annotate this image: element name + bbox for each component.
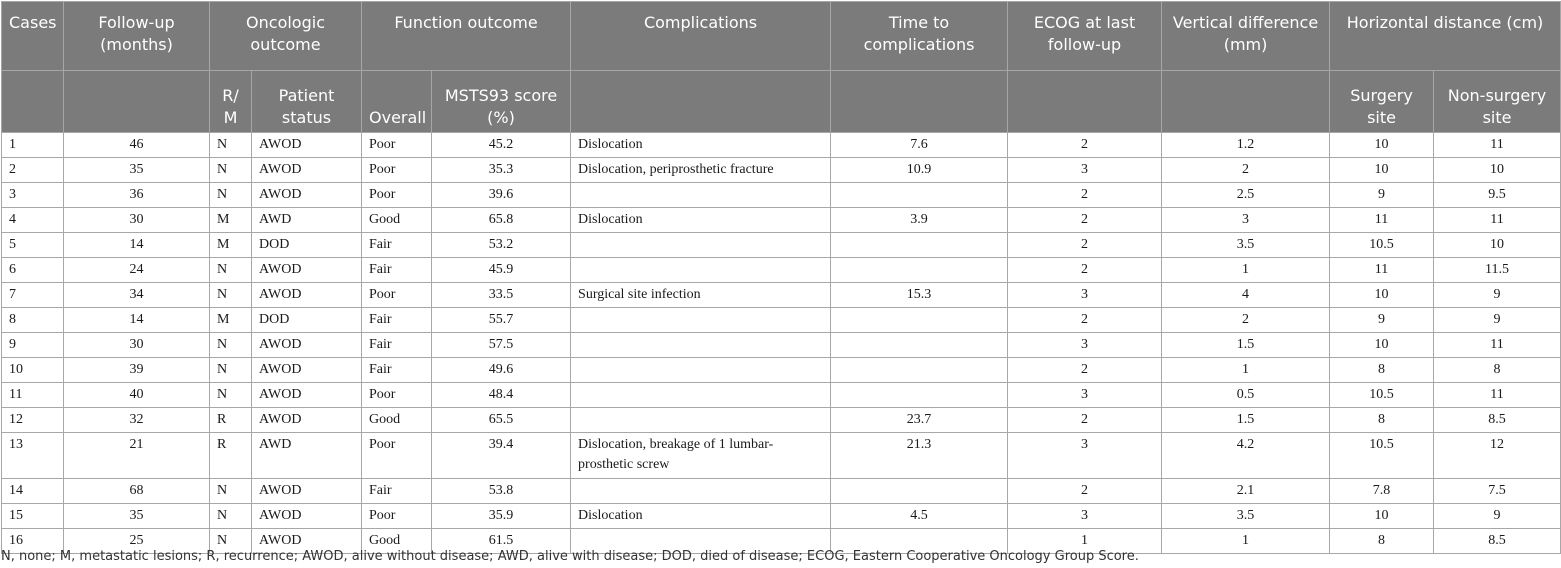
cell-time-to-complications: 3.9 (831, 208, 1008, 233)
cell-follow-up: 21 (64, 433, 210, 479)
cell-patient-status: AWOD (252, 408, 362, 433)
cell-vertical-difference: 3 (1162, 208, 1330, 233)
table-row (2, 408, 1561, 433)
cell-vertical-difference: 4.2 (1162, 433, 1330, 479)
cell-ecog: 2 (1008, 233, 1162, 258)
cell-patient-status: AWOD (252, 333, 362, 358)
cell-time-to-complications: 21.3 (831, 433, 1008, 479)
cell-follow-up: 34 (64, 283, 210, 308)
cell-case: 4 (2, 208, 64, 233)
cell-surgery-site: 8 (1330, 408, 1434, 433)
cell-follow-up: 32 (64, 408, 210, 433)
cell-patient-status: AWOD (252, 283, 362, 308)
cell-patient-status: AWOD (252, 183, 362, 208)
cell-complications: Dislocation (571, 208, 831, 233)
header-cases: Cases (2, 2, 64, 71)
cell-non-surgery-site: 11 (1434, 333, 1561, 358)
header-rm: R/ M (210, 71, 252, 133)
cell-time-to-complications: 4.5 (831, 504, 1008, 529)
cell-ecog: 3 (1008, 283, 1162, 308)
cell-overall: Good (362, 208, 432, 233)
cell-msts-score: 35.9 (432, 504, 571, 529)
cell-patient-status: AWOD (252, 358, 362, 383)
cell-rm: R (210, 433, 252, 479)
cell-overall: Poor (362, 383, 432, 408)
cell-case: 7 (2, 283, 64, 308)
cell-rm: N (210, 358, 252, 383)
cell-case: 6 (2, 258, 64, 283)
cell-non-surgery-site: 11.5 (1434, 258, 1561, 283)
header-time-to-complications: Time to complications (831, 2, 1008, 71)
table-row (2, 158, 1561, 183)
cell-case: 14 (2, 479, 64, 504)
header-oncologic-outcome: Oncologic outcome (210, 2, 362, 71)
cell-msts-score: 39.6 (432, 183, 571, 208)
cell-overall: Poor (362, 158, 432, 183)
cell-time-to-complications (831, 333, 1008, 358)
cell-ecog: 1 (1008, 529, 1162, 554)
cell-non-surgery-site: 9 (1434, 504, 1561, 529)
cell-ecog: 2 (1008, 208, 1162, 233)
cell-surgery-site: 10 (1330, 158, 1434, 183)
cell-ecog: 2 (1008, 133, 1162, 158)
cell-follow-up: 68 (64, 479, 210, 504)
cell-follow-up: 14 (64, 233, 210, 258)
cell-ecog: 2 (1008, 308, 1162, 333)
cell-msts-score: 55.7 (432, 308, 571, 333)
cell-msts-score: 65.5 (432, 408, 571, 433)
cell-vertical-difference: 2.5 (1162, 183, 1330, 208)
cell-rm: N (210, 529, 252, 554)
table-row (2, 383, 1561, 408)
cell-case: 12 (2, 408, 64, 433)
cell-patient-status: AWOD (252, 158, 362, 183)
cell-case: 10 (2, 358, 64, 383)
cell-complications: Surgical site infection (571, 283, 831, 308)
cell-msts-score: 57.5 (432, 333, 571, 358)
cell-complications (571, 408, 831, 433)
cell-overall: Poor (362, 283, 432, 308)
cell-case: 5 (2, 233, 64, 258)
cell-msts-score: 53.2 (432, 233, 571, 258)
header-complications: Complications (571, 2, 831, 71)
cell-vertical-difference: 4 (1162, 283, 1330, 308)
cell-non-surgery-site: 11 (1434, 133, 1561, 158)
cell-non-surgery-site: 10 (1434, 158, 1561, 183)
cell-overall: Poor (362, 133, 432, 158)
cell-patient-status: AWOD (252, 529, 362, 554)
cell-patient-status: AWD (252, 208, 362, 233)
cell-complications: Dislocation, breakage of 1 lumbar-prosthetic screw (571, 433, 831, 479)
table-row (2, 258, 1561, 283)
cell-vertical-difference: 2 (1162, 158, 1330, 183)
cell-non-surgery-site: 9 (1434, 308, 1561, 333)
cell-case: 9 (2, 333, 64, 358)
cell-ecog: 2 (1008, 479, 1162, 504)
cell-surgery-site: 9 (1330, 183, 1434, 208)
table-row (2, 133, 1561, 158)
cell-rm: N (210, 479, 252, 504)
cell-time-to-complications (831, 308, 1008, 333)
cell-patient-status: AWOD (252, 383, 362, 408)
cell-vertical-difference: 3.5 (1162, 233, 1330, 258)
cell-surgery-site: 10.5 (1330, 433, 1434, 479)
cell-complications (571, 383, 831, 408)
header-overall: Overall (362, 71, 432, 133)
header-row-1 (2, 2, 1561, 71)
table-footnote: N, none; M, metastatic lesions; R, recurrence; AWOD, alive without disease; AWD, alive with disease; DOD, died of disease; ECOG, Eastern Cooperative Oncology Group Score. (1, 549, 1139, 564)
cell-ecog: 2 (1008, 408, 1162, 433)
cell-case: 15 (2, 504, 64, 529)
cell-overall: Poor (362, 183, 432, 208)
cell-case: 3 (2, 183, 64, 208)
cell-non-surgery-site: 9.5 (1434, 183, 1561, 208)
cell-rm: N (210, 258, 252, 283)
header-empty-cell (1008, 71, 1162, 133)
table-row (2, 208, 1561, 233)
cell-complications: Dislocation (571, 504, 831, 529)
header-empty-cell (831, 71, 1008, 133)
cell-follow-up: 24 (64, 258, 210, 283)
cell-complications (571, 233, 831, 258)
cell-patient-status: AWOD (252, 504, 362, 529)
cell-complications (571, 333, 831, 358)
cell-complications: Dislocation (571, 133, 831, 158)
cell-time-to-complications: 15.3 (831, 283, 1008, 308)
cell-follow-up: 30 (64, 333, 210, 358)
cell-vertical-difference: 2 (1162, 308, 1330, 333)
header-msts: MSTS93 score (%) (432, 71, 571, 133)
cell-msts-score: 39.4 (432, 433, 571, 479)
cell-non-surgery-site: 8.5 (1434, 529, 1561, 554)
cell-patient-status: DOD (252, 308, 362, 333)
cell-overall: Fair (362, 333, 432, 358)
cell-msts-score: 53.8 (432, 479, 571, 504)
cell-rm: R (210, 408, 252, 433)
cell-rm: N (210, 383, 252, 408)
cell-rm: M (210, 233, 252, 258)
cell-vertical-difference: 1.5 (1162, 408, 1330, 433)
table-row (2, 308, 1561, 333)
cell-rm: M (210, 208, 252, 233)
cell-time-to-complications: 23.7 (831, 408, 1008, 433)
cell-case: 16 (2, 529, 64, 554)
cell-vertical-difference: 0.5 (1162, 383, 1330, 408)
cell-case: 8 (2, 308, 64, 333)
table-row (2, 358, 1561, 383)
cell-follow-up: 46 (64, 133, 210, 158)
table-row (2, 479, 1561, 504)
cell-surgery-site: 11 (1330, 208, 1434, 233)
cell-ecog: 3 (1008, 333, 1162, 358)
cell-vertical-difference: 1 (1162, 258, 1330, 283)
cell-surgery-site: 10.5 (1330, 233, 1434, 258)
header-empty-cell (64, 71, 210, 133)
header-ecog: ECOG at last follow-up (1008, 2, 1162, 71)
cell-msts-score: 33.5 (432, 283, 571, 308)
cell-rm: N (210, 133, 252, 158)
cell-ecog: 3 (1008, 504, 1162, 529)
cell-follow-up: 25 (64, 529, 210, 554)
cell-time-to-complications (831, 233, 1008, 258)
cell-vertical-difference: 2.1 (1162, 479, 1330, 504)
cell-vertical-difference: 1 (1162, 529, 1330, 554)
cell-follow-up: 40 (64, 383, 210, 408)
cell-overall: Fair (362, 233, 432, 258)
table-row (2, 433, 1561, 479)
cell-follow-up: 36 (64, 183, 210, 208)
cell-non-surgery-site: 11 (1434, 208, 1561, 233)
cell-surgery-site: 10 (1330, 133, 1434, 158)
cell-overall: Fair (362, 358, 432, 383)
cell-complications (571, 258, 831, 283)
cell-msts-score: 61.5 (432, 529, 571, 554)
cell-rm: M (210, 308, 252, 333)
cell-vertical-difference: 3.5 (1162, 504, 1330, 529)
cell-ecog: 3 (1008, 383, 1162, 408)
cell-msts-score: 65.8 (432, 208, 571, 233)
cell-patient-status: AWOD (252, 479, 362, 504)
cell-time-to-complications (831, 258, 1008, 283)
cell-non-surgery-site: 9 (1434, 283, 1561, 308)
header-non-surgery-site: Non-surgery site (1434, 71, 1561, 133)
cell-complications (571, 479, 831, 504)
cell-overall: Good (362, 529, 432, 554)
header-empty-cell (1162, 71, 1330, 133)
cell-non-surgery-site: 8 (1434, 358, 1561, 383)
table-row (2, 283, 1561, 308)
cell-complications: Dislocation, periprosthetic fracture (571, 158, 831, 183)
cell-case: 1 (2, 133, 64, 158)
cell-vertical-difference: 1 (1162, 358, 1330, 383)
cell-overall: Good (362, 408, 432, 433)
table-row (2, 333, 1561, 358)
cell-surgery-site: 9 (1330, 308, 1434, 333)
header-vertical-difference: Vertical difference (mm) (1162, 2, 1330, 71)
cell-ecog: 2 (1008, 183, 1162, 208)
cell-time-to-complications (831, 479, 1008, 504)
cell-time-to-complications: 10.9 (831, 158, 1008, 183)
cell-patient-status: AWOD (252, 133, 362, 158)
cell-vertical-difference: 1.2 (1162, 133, 1330, 158)
cell-surgery-site: 10 (1330, 333, 1434, 358)
header-follow-up: Follow-up (months) (64, 2, 210, 71)
cell-non-surgery-site: 8.5 (1434, 408, 1561, 433)
cell-overall: Fair (362, 479, 432, 504)
cell-patient-status: DOD (252, 233, 362, 258)
cell-rm: N (210, 283, 252, 308)
cell-surgery-site: 10.5 (1330, 383, 1434, 408)
header-horizontal-distance: Horizontal distance (cm) (1330, 2, 1561, 71)
cell-case: 11 (2, 383, 64, 408)
header-empty-cell (571, 71, 831, 133)
cell-overall: Poor (362, 504, 432, 529)
cell-non-surgery-site: 7.5 (1434, 479, 1561, 504)
cell-msts-score: 45.2 (432, 133, 571, 158)
cell-non-surgery-site: 11 (1434, 383, 1561, 408)
cell-complications (571, 183, 831, 208)
header-row-2 (2, 71, 1561, 133)
cell-time-to-complications (831, 358, 1008, 383)
table-row (2, 504, 1561, 529)
cell-rm: N (210, 504, 252, 529)
table-row (2, 233, 1561, 258)
cell-follow-up: 35 (64, 158, 210, 183)
cell-case: 13 (2, 433, 64, 479)
cell-non-surgery-site: 12 (1434, 433, 1561, 479)
cell-time-to-complications (831, 183, 1008, 208)
cell-surgery-site: 8 (1330, 529, 1434, 554)
cell-time-to-complications (831, 383, 1008, 408)
cell-follow-up: 39 (64, 358, 210, 383)
cell-msts-score: 35.3 (432, 158, 571, 183)
cell-surgery-site: 7.8 (1330, 479, 1434, 504)
cell-msts-score: 48.4 (432, 383, 571, 408)
cell-rm: N (210, 333, 252, 358)
cell-surgery-site: 10 (1330, 283, 1434, 308)
header-patient-status: Patient status (252, 71, 362, 133)
cell-surgery-site: 11 (1330, 258, 1434, 283)
cell-msts-score: 49.6 (432, 358, 571, 383)
cell-vertical-difference: 1.5 (1162, 333, 1330, 358)
cell-ecog: 2 (1008, 358, 1162, 383)
cell-follow-up: 30 (64, 208, 210, 233)
cell-overall: Fair (362, 308, 432, 333)
cell-overall: Poor (362, 433, 432, 479)
cell-patient-status: AWOD (252, 258, 362, 283)
cell-time-to-complications: 7.6 (831, 133, 1008, 158)
header-empty-cell (2, 71, 64, 133)
cell-case: 2 (2, 158, 64, 183)
cell-surgery-site: 10 (1330, 504, 1434, 529)
cell-follow-up: 35 (64, 504, 210, 529)
cell-surgery-site: 8 (1330, 358, 1434, 383)
cell-overall: Fair (362, 258, 432, 283)
header-function-outcome: Function outcome (362, 2, 571, 71)
cell-patient-status: AWD (252, 433, 362, 479)
header-surgery-site: Surgery site (1330, 71, 1434, 133)
cell-ecog: 3 (1008, 158, 1162, 183)
cell-follow-up: 14 (64, 308, 210, 333)
cell-rm: N (210, 183, 252, 208)
cell-ecog: 3 (1008, 433, 1162, 479)
cell-complications (571, 308, 831, 333)
table-row (2, 183, 1561, 208)
cell-rm: N (210, 158, 252, 183)
cell-ecog: 2 (1008, 258, 1162, 283)
outcomes-table (1, 1, 1561, 554)
cell-complications (571, 358, 831, 383)
cell-non-surgery-site: 10 (1434, 233, 1561, 258)
cell-msts-score: 45.9 (432, 258, 571, 283)
